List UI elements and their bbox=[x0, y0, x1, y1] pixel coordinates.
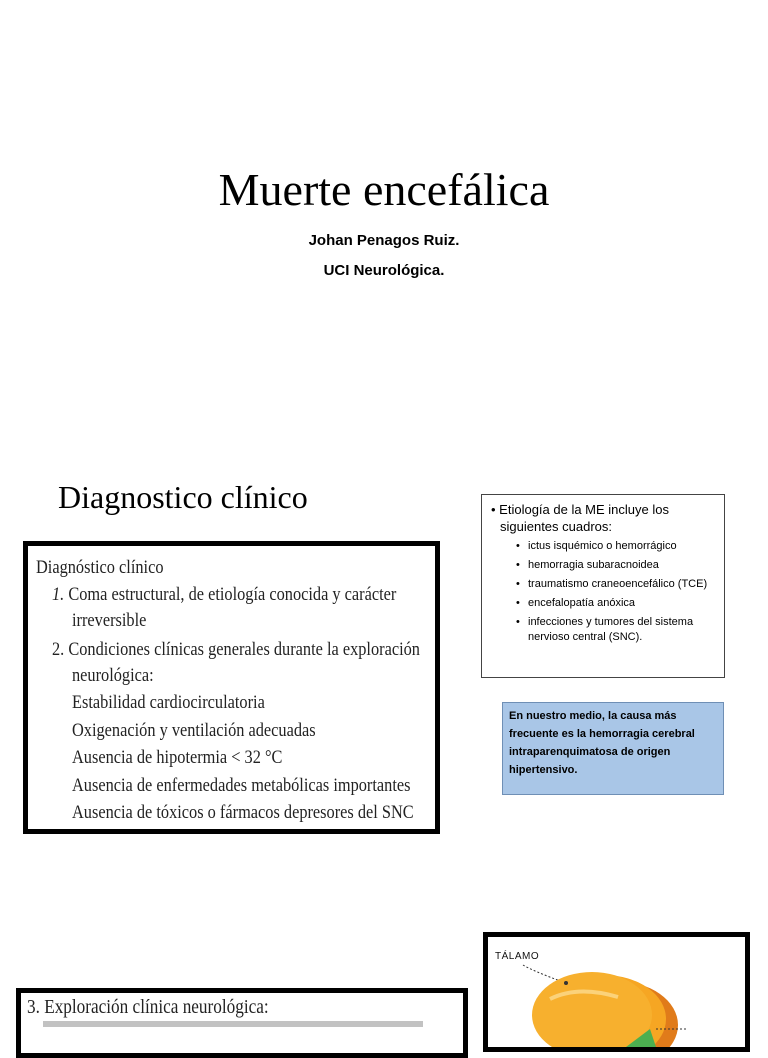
author-unit: UCI Neurológica. bbox=[323, 262, 445, 279]
condition-item: Estabilidad cardiocirculatoria bbox=[72, 692, 265, 713]
exam-title: 3. Exploración clínica neurológica: bbox=[27, 996, 269, 1018]
diagnosis-criteria-image bbox=[23, 541, 440, 834]
etiology-lead-text: Etiología de la ME incluye los siguientes cuadros: bbox=[499, 502, 669, 534]
author-name: Johan Penagos Ruiz. bbox=[308, 232, 460, 249]
condition-item: Ausencia de enfermedades metabólicas importantes bbox=[72, 775, 411, 796]
condition-item: Ausencia de tóxicos o fármacos depresores del SNC bbox=[72, 802, 414, 823]
etiology-item: • encefalopatía anóxica bbox=[516, 596, 716, 611]
etiology-item: • infecciones y tumores del sistema nervioso central (SNC). bbox=[516, 615, 716, 645]
etiology-list bbox=[490, 539, 716, 645]
etiology-item: • traumatismo craneoencefálico (TCE) bbox=[516, 577, 716, 592]
condition-item: Oxigenación y ventilación adecuadas bbox=[72, 720, 316, 741]
diagnosis-heading: Diagnostico clínico bbox=[58, 479, 308, 515]
criteria-item-1-text: Coma estructural, de etiología conocida y carácter bbox=[68, 584, 397, 605]
thalamus-label: TÁLAMO bbox=[495, 951, 540, 962]
criteria-item-1-cont: irreversible bbox=[72, 610, 147, 631]
condition-item: Ausencia de hipotermia < 32 °C bbox=[72, 747, 283, 768]
etiology-item: • hemorragia subaracnoidea bbox=[516, 558, 716, 573]
criteria-item-2-cont: neurológica: bbox=[72, 665, 154, 686]
thalamus-figure bbox=[483, 932, 750, 1052]
etiology-item: • ictus isquémico o hemorrágico bbox=[516, 539, 716, 554]
neurological-exam-image bbox=[16, 988, 468, 1058]
etiology-lead: • Etiología de la ME incluye los siguientes cuadros: bbox=[491, 502, 669, 534]
criteria-item-1-number: 1. bbox=[52, 584, 65, 605]
exam-text-cutoff bbox=[43, 1021, 423, 1027]
criteria-item-2: 2. Condiciones clínicas generales durante la exploración bbox=[52, 639, 420, 660]
etiology-box bbox=[481, 494, 725, 678]
criteria-title: Diagnóstico clínico bbox=[36, 557, 164, 578]
cause-note: En nuestro medio, la causa más frecuente es la hemorragia cerebral intraparenquimatosa de origen hipertensivo. bbox=[502, 702, 724, 795]
thalamus-illustration bbox=[488, 937, 745, 1047]
criteria-item-1 bbox=[52, 583, 396, 607]
slide-title: Muerte encefálica bbox=[218, 164, 550, 215]
